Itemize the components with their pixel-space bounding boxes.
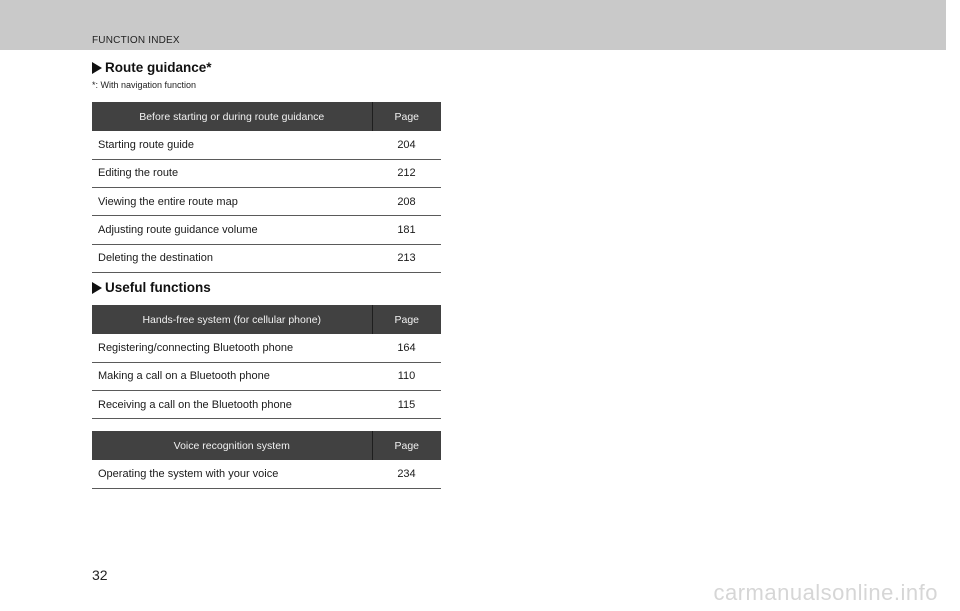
table-row: [92, 188, 441, 216]
triangle-bullet-icon: [92, 282, 102, 294]
table-row: [92, 131, 441, 159]
page-cell: 115: [372, 391, 441, 419]
table-row: [92, 216, 441, 244]
table-header-row: [92, 305, 441, 334]
page-cell: 234: [372, 460, 441, 488]
section-heading-route-guidance: [92, 60, 212, 75]
page-header-title: FUNCTION INDEX: [92, 35, 180, 46]
table-header-page: Page: [372, 431, 441, 460]
page-cell: 208: [372, 188, 441, 216]
table-row: [92, 362, 441, 390]
footnote: *: With navigation function: [92, 80, 197, 90]
section-heading-label: Useful functions: [105, 280, 211, 295]
page-cell: 204: [372, 131, 441, 159]
table-row: [92, 460, 441, 488]
page-cell: 213: [372, 244, 441, 272]
feature-cell: Editing the route: [92, 159, 372, 187]
header-band: [0, 0, 946, 50]
feature-cell: Operating the system with your voice: [92, 460, 372, 488]
feature-cell: Deleting the destination: [92, 244, 372, 272]
table-row: [92, 391, 441, 419]
table-row: [92, 159, 441, 187]
table-header-feature: Voice recognition system: [92, 431, 372, 460]
triangle-bullet-icon: [92, 62, 102, 74]
table-header-page: Page: [372, 102, 441, 131]
feature-cell: Receiving a call on the Bluetooth phone: [92, 391, 372, 419]
feature-cell: Viewing the entire route map: [92, 188, 372, 216]
watermark-text: carmanualsonline.info: [713, 580, 938, 605]
section-heading-label: Route guidance*: [105, 60, 212, 75]
section-heading-useful-functions: [92, 280, 211, 295]
table-row: [92, 334, 441, 362]
route-guidance-table: [92, 102, 441, 273]
table-header-row: [92, 102, 441, 131]
page-cell: 164: [372, 334, 441, 362]
table-header-page: Page: [372, 305, 441, 334]
page-number: 32: [92, 567, 108, 583]
table-row: [92, 244, 441, 272]
feature-cell: Making a call on a Bluetooth phone: [92, 362, 372, 390]
page-cell: 212: [372, 159, 441, 187]
table-header-feature: Hands-free system (for cellular phone): [92, 305, 372, 334]
page-cell: 110: [372, 362, 441, 390]
table-header-feature: Before starting or during route guidance: [92, 102, 372, 131]
feature-cell: Starting route guide: [92, 131, 372, 159]
hands-free-table: [92, 305, 441, 419]
feature-cell: Adjusting route guidance volume: [92, 216, 372, 244]
page-cell: 181: [372, 216, 441, 244]
voice-recognition-table: [92, 431, 441, 489]
table-header-row: [92, 431, 441, 460]
feature-cell: Registering/connecting Bluetooth phone: [92, 334, 372, 362]
